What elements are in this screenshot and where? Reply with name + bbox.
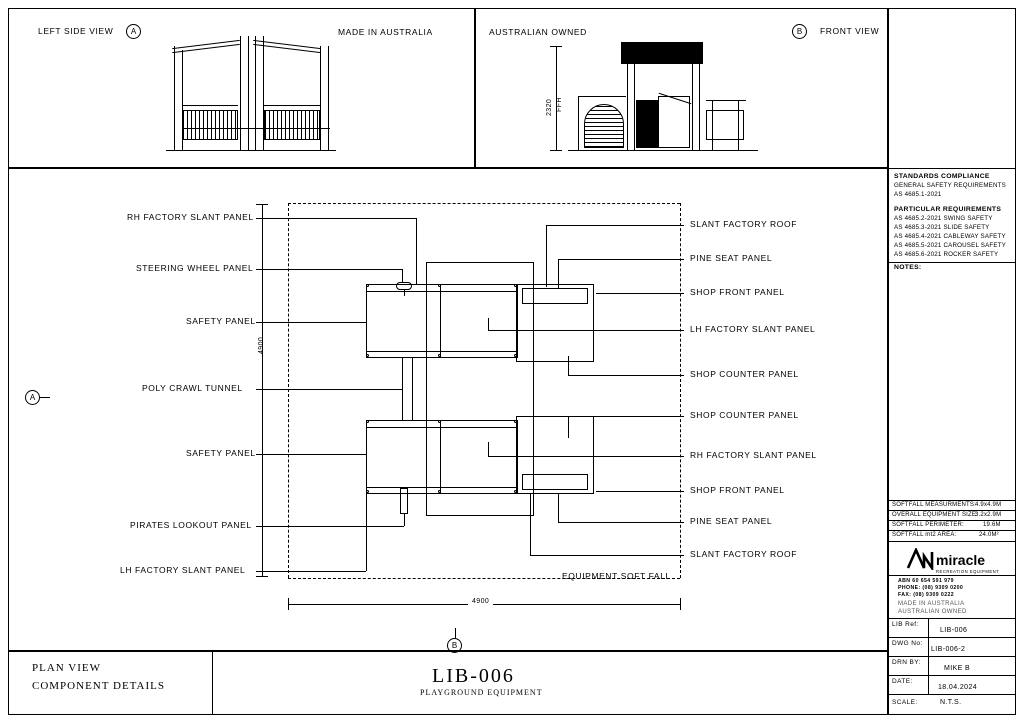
callout-left-line-2	[256, 322, 366, 323]
elev-left-post-8	[328, 46, 329, 150]
plan-lower-inner-v	[440, 420, 441, 494]
elev-left-post-5	[255, 36, 256, 150]
plan-lower-inner-1	[366, 427, 518, 428]
plan-view-title: PLAN VIEW	[32, 662, 101, 674]
standards-particular-0: AS 4685.2-2021 SWING SAFETY	[894, 214, 993, 222]
callout-left-0: RH FACTORY SLANT PANEL	[127, 212, 254, 222]
plan-node-10	[366, 490, 369, 493]
plan-steering-stem	[404, 290, 405, 296]
meta-value-2: MIKE B	[944, 665, 971, 672]
standards-particular-3: AS 4685.5-2021 CAROUSEL SAFETY	[894, 241, 1007, 249]
standards-particular-2: AS 4685.4-2021 CABLEWAY SAFETY	[894, 232, 1006, 240]
plan-node-12	[514, 490, 517, 493]
softfall-table-bottom	[888, 541, 1016, 542]
dim-vertical-tick-top	[256, 204, 268, 205]
view-marker-a-top: A	[126, 24, 141, 39]
dim-horizontal-value: 4900	[468, 598, 493, 605]
callout-left-6: LH FACTORY SLANT PANEL	[120, 565, 246, 575]
dim-vertical-line	[262, 204, 263, 576]
softfall-value-1: 3.2x2.9M	[975, 512, 1002, 518]
elev-front-post-1	[627, 64, 628, 150]
company-tagline: RECREATION EQUIPMENT	[936, 569, 1000, 574]
standards-heading: STANDARDS COMPLIANCE	[894, 173, 990, 180]
callout-right-line-7	[596, 491, 684, 492]
plan-node-1	[366, 284, 369, 287]
plan-node-2	[438, 284, 441, 287]
elev-left-ground	[166, 150, 336, 151]
softfall-label: EQUIPMENT SOFT FALL	[562, 571, 671, 581]
left-side-view-label: LEFT SIDE VIEW	[38, 26, 114, 36]
meta-key-4: SCALE:	[892, 699, 918, 706]
right-panel-divider-1	[888, 168, 1016, 169]
meta-value-1: LIB-006-2	[931, 646, 966, 653]
elev-front-left-post	[578, 96, 579, 150]
plan-upper-module	[366, 284, 518, 358]
front-height-dim-sub: FFH	[556, 97, 563, 112]
meta-key-0: LIB Ref:	[892, 621, 919, 628]
plan-node-5	[438, 354, 441, 357]
callout-right-line-9	[530, 555, 684, 556]
meta-div-3	[888, 675, 1016, 676]
australian-owned-label: AUSTRALIAN OWNED	[489, 27, 587, 37]
standards-particular-heading: PARTICULAR REQUIREMENTS	[894, 205, 1002, 213]
callout-right-5: SHOP COUNTER PANEL	[690, 410, 799, 420]
plan-upper-inner-v	[440, 284, 441, 358]
view-marker-b-top: B	[792, 24, 807, 39]
drawing-subtitle: PLAYGROUND EQUIPMENT	[420, 688, 543, 697]
callout-right-1: PINE SEAT PANEL	[690, 253, 773, 263]
callout-left-line-3	[256, 389, 402, 390]
elev-front-post-3	[692, 64, 693, 150]
callout-right-9: SLANT FACTORY ROOF	[690, 549, 798, 559]
callout-right-leader-1	[558, 259, 559, 289]
softfall-label-0: SOFTFALL MEASURMENTS:	[892, 502, 976, 508]
elev-front-post-2	[634, 64, 635, 150]
callout-right-line-4	[568, 375, 684, 376]
meta-key-1: DWG No:	[892, 640, 923, 647]
dim-horizontal-tick-l	[288, 598, 289, 610]
softfall-table-top	[888, 500, 1016, 501]
plan-lower-inner-2	[366, 487, 518, 488]
svg-text:miracle: miracle	[936, 552, 986, 568]
meta-value-0: LIB-006	[940, 627, 968, 634]
callout-right-line-3	[488, 330, 684, 331]
meta-div-4	[888, 694, 1016, 695]
meta-value-3: 18.04.2024	[938, 684, 978, 691]
callout-left-line-4	[256, 454, 366, 455]
company-abn: ABN 60 654 591 979	[898, 578, 954, 584]
miracle-logo-icon	[906, 548, 998, 570]
standards-notes: NOTES:	[894, 263, 922, 271]
front-height-dim: 2320	[546, 98, 553, 116]
title-divider-1	[212, 651, 213, 715]
callout-left-leader-1	[402, 269, 403, 283]
plan-tunnel-left	[402, 358, 403, 420]
callout-left-5: PIRATES LOOKOUT PANEL	[130, 520, 252, 530]
callout-right-7: SHOP FRONT PANEL	[690, 485, 785, 495]
callout-left-line-6	[256, 571, 366, 572]
softfall-row-div-2	[888, 520, 1016, 521]
callout-right-8: PINE SEAT PANEL	[690, 516, 773, 526]
elev-left-post-1	[174, 46, 175, 150]
meta-key-3: DATE:	[892, 678, 913, 685]
elev-left-post-7	[320, 46, 321, 150]
callout-right-leader-5	[568, 416, 569, 438]
elev-front-left-top	[578, 96, 626, 97]
plan-upper-inner-2	[366, 351, 518, 352]
plan-node-9	[514, 420, 517, 423]
standards-particular-4: AS 4685.6-2021 ROCKER SAFETY	[894, 250, 999, 258]
plan-lower-module	[366, 420, 518, 494]
softfall-value-2: 19.6M	[983, 522, 1001, 528]
softfall-value-0: 4.9x4.9M	[975, 502, 1002, 508]
elev-left-post-4	[248, 36, 249, 150]
front-dim-tick-bottom	[550, 150, 562, 151]
section-marker-b-bottom: B	[447, 638, 462, 653]
softfall-label-1: OVERALL EQUIPMENT SIZE:	[892, 512, 978, 518]
plan-node-3	[514, 284, 517, 287]
callout-left-leader-0	[416, 218, 417, 284]
plan-tunnel-right	[412, 358, 413, 420]
callout-left-2: SAFETY PANEL	[186, 316, 256, 326]
plan-node-7	[366, 420, 369, 423]
dim-horizontal-tick-r	[680, 598, 681, 610]
callout-right-line-5	[568, 416, 684, 417]
section-marker-b-arrow	[455, 628, 456, 638]
callout-left-leader-6	[366, 494, 367, 571]
company-divider	[888, 575, 1016, 576]
standards-block	[894, 172, 1012, 272]
callout-right-6: RH FACTORY SLANT PANEL	[690, 450, 817, 460]
callout-left-line-1	[256, 269, 402, 270]
callout-right-line-0	[546, 225, 684, 226]
plan-pirates-lookout	[400, 488, 408, 514]
plan-shop-upper-counter	[522, 288, 588, 304]
callout-right-leader-9	[530, 494, 531, 555]
elev-front-panel-dark	[636, 100, 658, 148]
standards-general-line: AS 4685.1-2021	[894, 190, 942, 198]
callout-right-leader-6	[488, 442, 489, 456]
softfall-row-div-3	[888, 530, 1016, 531]
meta-div-2	[888, 656, 1016, 657]
dim-vertical-tick-bot	[256, 576, 268, 577]
section-marker-a-left: A	[25, 390, 40, 405]
callout-left-line-5	[256, 526, 404, 527]
softfall-row-div-1	[888, 510, 1016, 511]
meta-key-2: DRN BY:	[892, 659, 921, 666]
elev-left-barrier-2	[264, 110, 320, 140]
plan-upper-inner-1	[366, 291, 518, 292]
callout-right-leader-4	[568, 356, 569, 375]
company-fax: FAX: (08) 9309 0222	[898, 592, 955, 598]
elev-front-ground	[568, 150, 758, 151]
made-in-australia-label: MADE IN AUSTRALIA	[338, 27, 433, 37]
callout-left-line-0	[256, 218, 416, 219]
softfall-label-3: SOFTFALL mt2 AREA:	[892, 532, 957, 538]
component-details-title: COMPONENT DETAILS	[32, 680, 165, 692]
softfall-value-3: 24.0M²	[979, 532, 999, 538]
softfall-top	[288, 203, 680, 204]
section-marker-a-arrow	[40, 397, 50, 398]
company-phone: PHONE: (08) 9309 0200	[898, 585, 964, 591]
callout-right-line-6	[488, 456, 684, 457]
elev-left-post-3	[240, 36, 241, 150]
callout-left-leader-5	[404, 514, 405, 526]
callout-left-1: STEERING WHEEL PANEL	[136, 263, 254, 273]
softfall-left	[288, 203, 289, 578]
elev-front-roof	[621, 42, 703, 64]
meta-div-1	[888, 637, 1016, 638]
plan-shop-lower-counter	[522, 474, 588, 490]
standards-particular-1: AS 4685.3-2021 SLIDE SAFETY	[894, 223, 990, 231]
meta-div-0	[888, 618, 1016, 619]
plan-node-4	[366, 354, 369, 357]
elev-left-barrier-1	[182, 110, 238, 140]
plan-steering-wheel	[396, 282, 412, 290]
elev-front-right-top	[706, 100, 746, 101]
meta-key-divider	[928, 618, 929, 694]
callout-right-2: SHOP FRONT PANEL	[690, 287, 785, 297]
plan-node-11	[438, 490, 441, 493]
company-logo	[906, 548, 998, 570]
callout-right-leader-8	[558, 494, 559, 522]
dim-vertical-value: 4900	[258, 336, 265, 354]
company-made1: MADE IN AUSTRALIA	[898, 601, 965, 607]
drawing-title: LIB-006	[432, 665, 515, 687]
company-made2: AUSTRALIAN OWNED	[898, 609, 967, 615]
front-dim-tick-top	[550, 46, 562, 47]
callout-right-leader-0	[546, 225, 547, 287]
elev-front-right-post1	[712, 100, 713, 150]
elev-left-rail-2	[264, 105, 320, 106]
elev-left-rail-1	[182, 105, 238, 106]
elev-front-left-barrier	[584, 104, 624, 148]
elev-front-right-post2	[738, 100, 739, 150]
callout-right-4: SHOP COUNTER PANEL	[690, 369, 799, 379]
standards-general-heading: GENERAL SAFETY REQUIREMENTS	[894, 181, 1006, 189]
callout-left-4: SAFETY PANEL	[186, 448, 256, 458]
elev-front-slide	[658, 96, 690, 148]
elev-left-deck-line	[182, 128, 330, 129]
callout-right-line-1	[558, 259, 684, 260]
callout-right-leader-3	[488, 318, 489, 330]
elev-front-post-4	[699, 64, 700, 150]
callout-left-3: POLY CRAWL TUNNEL	[142, 383, 243, 393]
callout-right-3: LH FACTORY SLANT PANEL	[690, 324, 816, 334]
softfall-label-2: SOFTFALL PERIMETER:	[892, 522, 964, 528]
meta-value-4: N.T.S.	[940, 699, 962, 706]
front-view-label: FRONT VIEW	[820, 26, 880, 36]
plan-node-6	[514, 354, 517, 357]
right-panel-divider-2	[888, 262, 1016, 263]
plan-node-8	[438, 420, 441, 423]
callout-right-line-2	[596, 293, 684, 294]
callout-right-line-8	[558, 522, 684, 523]
callout-right-0: SLANT FACTORY ROOF	[690, 219, 798, 229]
